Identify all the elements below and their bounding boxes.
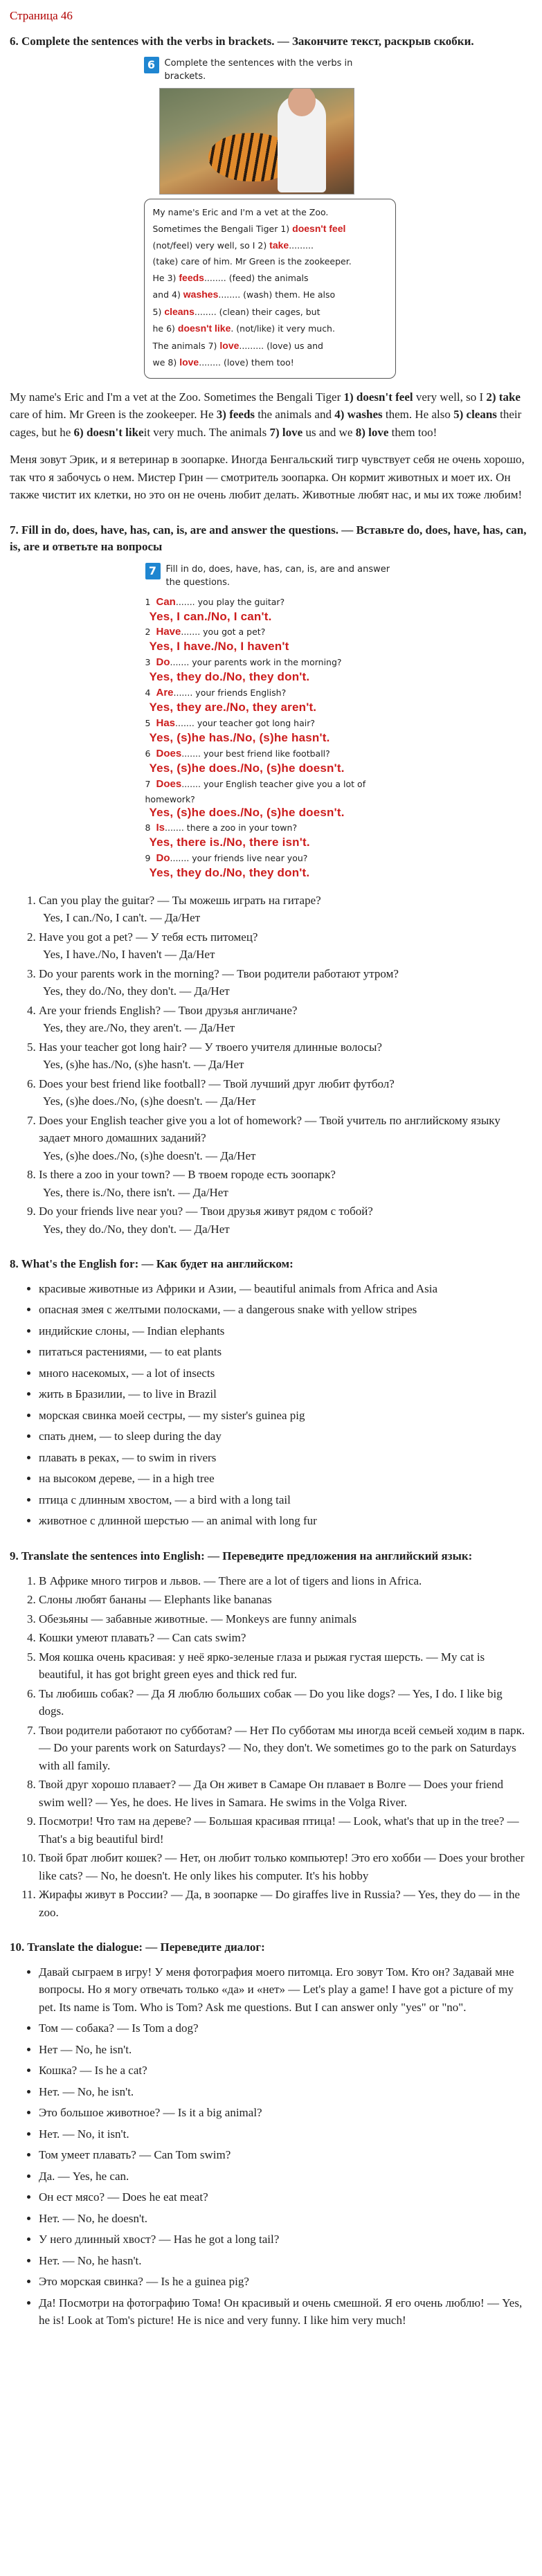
answer-text: it very much. The animals [143,425,270,439]
ex6-answer-ru: Меня зовут Эрик, и я ветеринар в зоопарке. Иногда Бенгальский тигр чувствует себя не очень хорошо, так что я забочусь о нем. Мистер Грин — смотритель зоопарка. Он кормит животных и моет их. Он также чистит их клетки, но это он не очень любит делать. Животные любят нас, и мы их тоже любим! [10,453,525,502]
dialogue-line: • Нет — No, he isn't. [39,2041,530,2059]
ex7-question-text: ....... your friends English? [173,687,287,699]
answer-verb: 3) feeds [216,408,255,422]
question-text: Are your friends English? — Твои друзья англичане? [39,1003,298,1017]
ex6-textbook-card [144,57,396,378]
dialogue-line: • У него длинный хвост? — Has he got a long tail? [39,2231,530,2249]
ex7-filled-word: Has [156,717,176,729]
list-item [39,1112,530,1165]
story-line [153,337,387,354]
question-text: Have you got a pet? — У тебя есть питомец? [39,930,258,944]
story-line [153,320,387,337]
ex7-question-text: ....... your best friend like football? [181,748,330,759]
story-line [153,303,387,321]
answer-text: the animals and [255,408,335,422]
ex7-question [145,715,395,732]
answer-verb: 7) love [269,425,303,439]
dialogue-line: • Он ест мясо? — Does he eat meat? [39,2188,530,2206]
ex7-question-number: 9 [145,853,151,864]
ex8-heading: 8. What's the English for: — Как будет на английском: [10,1257,293,1271]
question-text: Has your teacher got long hair? — У твоего учителя длинные волосы? [39,1040,382,1054]
ex7-answer-list [10,892,530,1239]
story-text: (take) care of him. Mr Green is the zookeeper. [152,255,352,267]
story-filled-verb: love [219,339,240,351]
list-item: 3. Обезьяны — забавные животные. — Monkeys are funny animals [39,1610,530,1628]
ex7-question [145,624,395,640]
ex9-heading: 9. Translate the sentences into English: — Переведите предложения на английский язык: [10,1549,473,1562]
answer-text: them too! [388,425,437,439]
list-item: 5. Моя кошка очень красивая: у неё ярко-зеленые глаза и рыжая густая шерсть. — My cat is beautiful, it has got bright green eyes and thick red fur. [39,1648,530,1684]
dialogue-line: • Это большое животное? — Is it a big animal? [39,2104,530,2122]
ex7-question-number: 1 [145,596,151,607]
question-text: Is there a zoo in your town? — В твоем городе есть зоопарк? [39,1168,336,1182]
list-item: • жить в Бразилии, — to live in Brazil [39,1385,530,1403]
list-item: • морская свинка моей сестры, — my sister's guinea pig [39,1407,530,1425]
answer-verb: 6) doesn't like [73,425,144,439]
story-filled-verb: cleans [164,305,195,317]
list-item: • на высоком дереве, — in a high tree [39,1470,530,1488]
ex6-answer-en [10,388,530,442]
list-item: • красивые животные из Африки и Азии, — beautiful animals from Africa and Asia [39,1280,530,1298]
list-item: • питаться растениями, — to eat plants [39,1343,530,1361]
story-filled-verb: doesn't like [177,323,231,334]
list-item [39,928,530,964]
list-item: • животное с длинной шерстью — an animal with long fur [39,1512,530,1530]
page-label: Страница 46 [10,9,73,22]
story-text: ........ (feed) the animals [204,272,309,283]
list-item: 2. Слоны любят бананы — Elephants like bananas [39,1591,530,1609]
dialogue-line: • Нет. — No, he doesn't. [39,2210,530,2228]
story-text: Sometimes the Bengali Tiger 1) [152,223,293,234]
ex7-handwritten-answer: Yes, I can./No, I can't. [149,609,272,623]
ex7-question-text: ....... you got a pet? [181,627,266,638]
story-text: The animals 7) [152,340,220,351]
dialogue-line: • Да! Посмотри на фотографию Тома! Он красивый и очень смешной. Я его очень люблю! — Yes, he is! Look at Tom's picture! He is nice and very funny. I like him very much! [39,2294,530,2330]
vet-head-shape [288,88,316,116]
ex7-question [145,746,395,762]
dialogue-line: • Нет. — No, it isn't. [39,2125,530,2143]
list-item [39,1002,530,1037]
ex7-textbook-card [145,563,395,881]
ex7-filled-word: Do [156,656,170,669]
answer-text: Yes, (s)he does./No, (s)he doesn't. — Да/Нет [43,1149,256,1162]
ex7-number-badge: 7 [145,563,161,579]
ex7-handwritten-answer: Yes, they are./No, they aren't. [149,701,317,714]
list-item: 8. Твой друг хорошо плавает? — Да Он живет в Самаре Он плавает в Волге — Does your friend swim well? — Yes, he does. He lives in Samara. He swims in the Volga River. [39,1776,530,1811]
list-item: 6. Ты любишь собак? — Да Я люблю больших собак — Do you like dogs? — Yes, I do. I like big dogs. [39,1685,530,1720]
ex7-question-number: 2 [145,627,151,638]
list-item: • опасная змея с желтыми полосками, — a dangerous snake with yellow stripes [39,1301,530,1319]
ex7-question [145,820,395,836]
story-text: and 4) [152,289,183,300]
answer-verb: 8) love [355,425,389,439]
story-text: ........ (love) them too! [199,357,294,368]
ex7-filled-word: Does [156,777,182,790]
answer-verb: 4) washes [334,408,383,422]
answer-text: Yes, I have./No, I haven't — Да/Нет [43,948,215,962]
list-item [39,1075,530,1110]
story-text: ......... [289,240,314,251]
ex7-question-text: ....... your English teacher give you a lot of homework? [145,778,366,804]
story-text: He 3) [152,272,179,283]
ex7-question-text: ....... your friends live near you? [170,853,308,864]
ex7-question-text: ....... your teacher got long hair? [175,717,315,728]
story-line [153,286,387,303]
ex6-heading: 6. Complete the sentences with the verbs in brackets. — Закончите текст, раскрыв скобки. [10,34,474,48]
dialogue-line: • Нет. — No, he hasn't. [39,2252,530,2270]
question-text: Do your friends live near you? — Твои друзья живут рядом с тобой? [39,1205,373,1218]
list-item: • много насекомых, — a lot of insects [39,1364,530,1382]
ex7-question-number: 7 [145,778,151,789]
ex7-heading: 7. Fill in do, does, have, has, can, is, are and answer the questions. — Вставьте do, does, have, has, can, is, are и ответьте на вопросы [10,523,527,554]
story-line [153,205,387,220]
answer-text: us and we [302,425,356,439]
ex8-list [10,1280,530,1530]
story-filled-verb: washes [183,289,219,300]
story-filled-verb: feeds [179,271,204,283]
answer-text: Yes, (s)he has./No, (s)he hasn't. — Да/Нет [43,1058,244,1072]
list-item [39,892,530,927]
answer-text: Yes, they do./No, they don't. — Да/Нет [43,1222,230,1236]
ex6-number-badge: 6 [144,57,159,73]
ex7-filled-word: Does [156,747,182,759]
story-text: . (not/like) it very much. [231,323,335,334]
ex7-question [145,685,395,701]
ex7-card-wrap [10,563,530,882]
answer-text: Yes, I can./No, I can't. — Да/Нет [43,911,201,925]
ex7-question [145,654,395,671]
ex7-handwritten-answer: Yes, I have./No, I haven't [149,640,289,654]
list-item: 9. Посмотри! Что там на дереве? — Большая красивая птица! — Look, what's that up in the tree? — That's a big beautiful bird! [39,1812,530,1848]
answer-text: My name's Eric and I'm a vet at the Zoo. Sometimes the Bengali Tiger [10,390,344,404]
question-text: Does your English teacher give you a lot of homework? — Твой учитель по английскому языку задает много домашних заданий? [39,1113,500,1145]
ex7-question-number: 3 [145,657,151,668]
list-item [39,1038,530,1074]
ex6-story-box [144,199,396,379]
story-line [153,269,387,287]
answer-text: Yes, (s)he does./No, (s)he doesn't. — Да/Нет [43,1095,256,1108]
ex6-card-wrap [10,57,530,378]
ex7-handwritten-answer: Yes, (s)he does./No, (s)he doesn't. [149,761,345,775]
dialogue-line: • Том — собака? — Is Tom a dog? [39,2019,530,2037]
ex7-filled-word: Is [156,822,165,834]
story-line [153,254,387,269]
list-item: • индийские слоны, — Indian elephants [39,1322,530,1340]
list-item: • плавать в реках, — to swim in rivers [39,1449,530,1467]
story-text: he 6) [152,323,178,334]
ex7-question-number: 8 [145,822,151,834]
story-filled-verb: love [179,357,199,368]
story-filled-verb: take [269,240,289,251]
story-line [153,220,387,237]
list-item: 1. В Африке много тигров и львов. — There are a lot of tigers and lions in Africa. [39,1572,530,1590]
ex7-question [145,594,395,611]
answer-text: them. He also [382,408,454,422]
answer-text: very well, so I [413,390,487,404]
question-text: Does your best friend like football? — Твой лучший друг любит футбол? [39,1077,395,1090]
story-text: ......... (love) us and [239,340,323,351]
ex7-question-number: 5 [145,717,151,728]
dialogue-line: • Кошка? — Is he a cat? [39,2062,530,2080]
list-item: 11. Жирафы живут в России? — Да, в зоопарке — Do giraffes live in Russia? — Yes, they do — in the zoo. [39,1886,530,1921]
ex7-question [145,776,395,807]
answer-text: Yes, they are./No, they aren't. — Да/Нет [43,1021,235,1035]
ex6-card-head [144,57,396,84]
list-item: 7. Твои родители работают по субботам? — Нет По субботам мы иногда всей семьей ходим в парк. — Do your parents work on Saturdays? — No, they don't. We sometimes go to the park on Saturdays with all family. [39,1722,530,1775]
ex9-list [10,1572,530,1922]
list-item [39,1203,530,1238]
story-text: 5) [152,306,165,317]
ex7-question-number: 4 [145,687,151,699]
dialogue-line: • Нет. — No, he isn't. [39,2083,530,2101]
ex7-question-text: ....... there a zoo in your town? [165,822,298,834]
answer-verb: 5) cleans [453,408,497,422]
answer-text: Yes, there is./No, there isn't. — Да/Нет [43,1185,228,1199]
ex7-filled-word: Can [156,595,176,608]
ex7-filled-word: Are [156,687,174,699]
ex7-handwritten-answer: Yes, they do./No, they don't. [149,866,310,880]
ex7-handwritten-answer: Yes, there is./No, there isn't. [149,836,310,849]
list-item: 10. Твой брат любит кошек? — Нет, он любит только компьютер! Это его хобби — Does your brother like cats? — No, he doesn't. He only likes his computer. It's his hobby [39,1849,530,1884]
dialogue-line: • Том умеет плавать? — Can Tom swim? [39,2146,530,2164]
answer-verb: 1) doesn't feel [343,390,413,404]
answer-text: their cages, but he [10,408,522,439]
dialogue-line: • Да. — Yes, he can. [39,2168,530,2186]
ex7-filled-word: Do [156,852,170,865]
answer-text: Yes, they do./No, they don't. — Да/Нет [43,984,230,998]
ex7-filled-word: Have [156,626,181,638]
ex7-handwritten-answer: Yes, (s)he does./No, (s)he doesn't. [149,805,345,819]
list-item [39,965,530,1000]
ex7-question-number: 6 [145,748,151,759]
story-text: ........ (wash) them. He also [218,289,336,300]
story-text: ........ (clean) their cages, but [194,306,320,317]
story-text: My name's Eric and I'm a vet at the Zoo. [152,206,329,217]
story-filled-verb: doesn't feel [292,222,346,234]
dialogue-line: • Давай сыграем в игру! У меня фотография моего питомца. Его зовут Том. Кто он? Задавай мне вопросы. Но я могу отвечать только «да» и «нет» — Let's play a game! I have got a picture of my pet. Its name is Tom. Who is Tom? Ask me questions. But I can answer only "yes" or "no". [39,1963,530,2017]
answer-text: care of him. Mr Green is the zookeeper. He [10,408,217,422]
ex7-card-head [145,563,395,590]
list-item [39,1166,530,1201]
dialogue-line: • Это морская свинка? — Is he a guinea pig? [39,2273,530,2291]
ex7-card-items [145,594,395,880]
ex10-dialogue [10,1963,530,2330]
story-text: we 8) [152,357,180,368]
ex6-instruction: Complete the sentences with the verbs in brackets. [164,58,353,82]
question-text: Can you play the guitar? — Ты можешь играть на гитаре? [39,893,321,907]
answer-verb: 2) take [486,390,521,404]
list-item: • птица с длинным хвостом, — a bird with a long tail [39,1491,530,1509]
story-line [153,354,387,371]
ex7-handwritten-answer: Yes, (s)he has./No, (s)he hasn't. [149,730,330,744]
story-text: (not/feel) very well, so I 2) [152,240,270,251]
vet-tiger-photo [159,88,354,195]
ex7-question-text: ....... your parents work in the morning? [170,657,342,668]
story-line [153,237,387,254]
ex7-question [145,850,395,867]
list-item: 4. Кошки умеют плавать? — Can cats swim? [39,1629,530,1647]
question-text: Do your parents work in the morning? — Твои родители работают утром? [39,966,399,980]
list-item: • спать днем, — to sleep during the day [39,1427,530,1445]
ex7-handwritten-answer: Yes, they do./No, they don't. [149,670,310,684]
ex7-instruction: Fill in do, does, have, has, can, is, are and answer the questions. [165,564,390,588]
ex10-heading: 10. Translate the dialogue: — Переведите диалог: [10,1940,265,1954]
ex7-question-text: ....... you play the guitar? [175,596,285,607]
